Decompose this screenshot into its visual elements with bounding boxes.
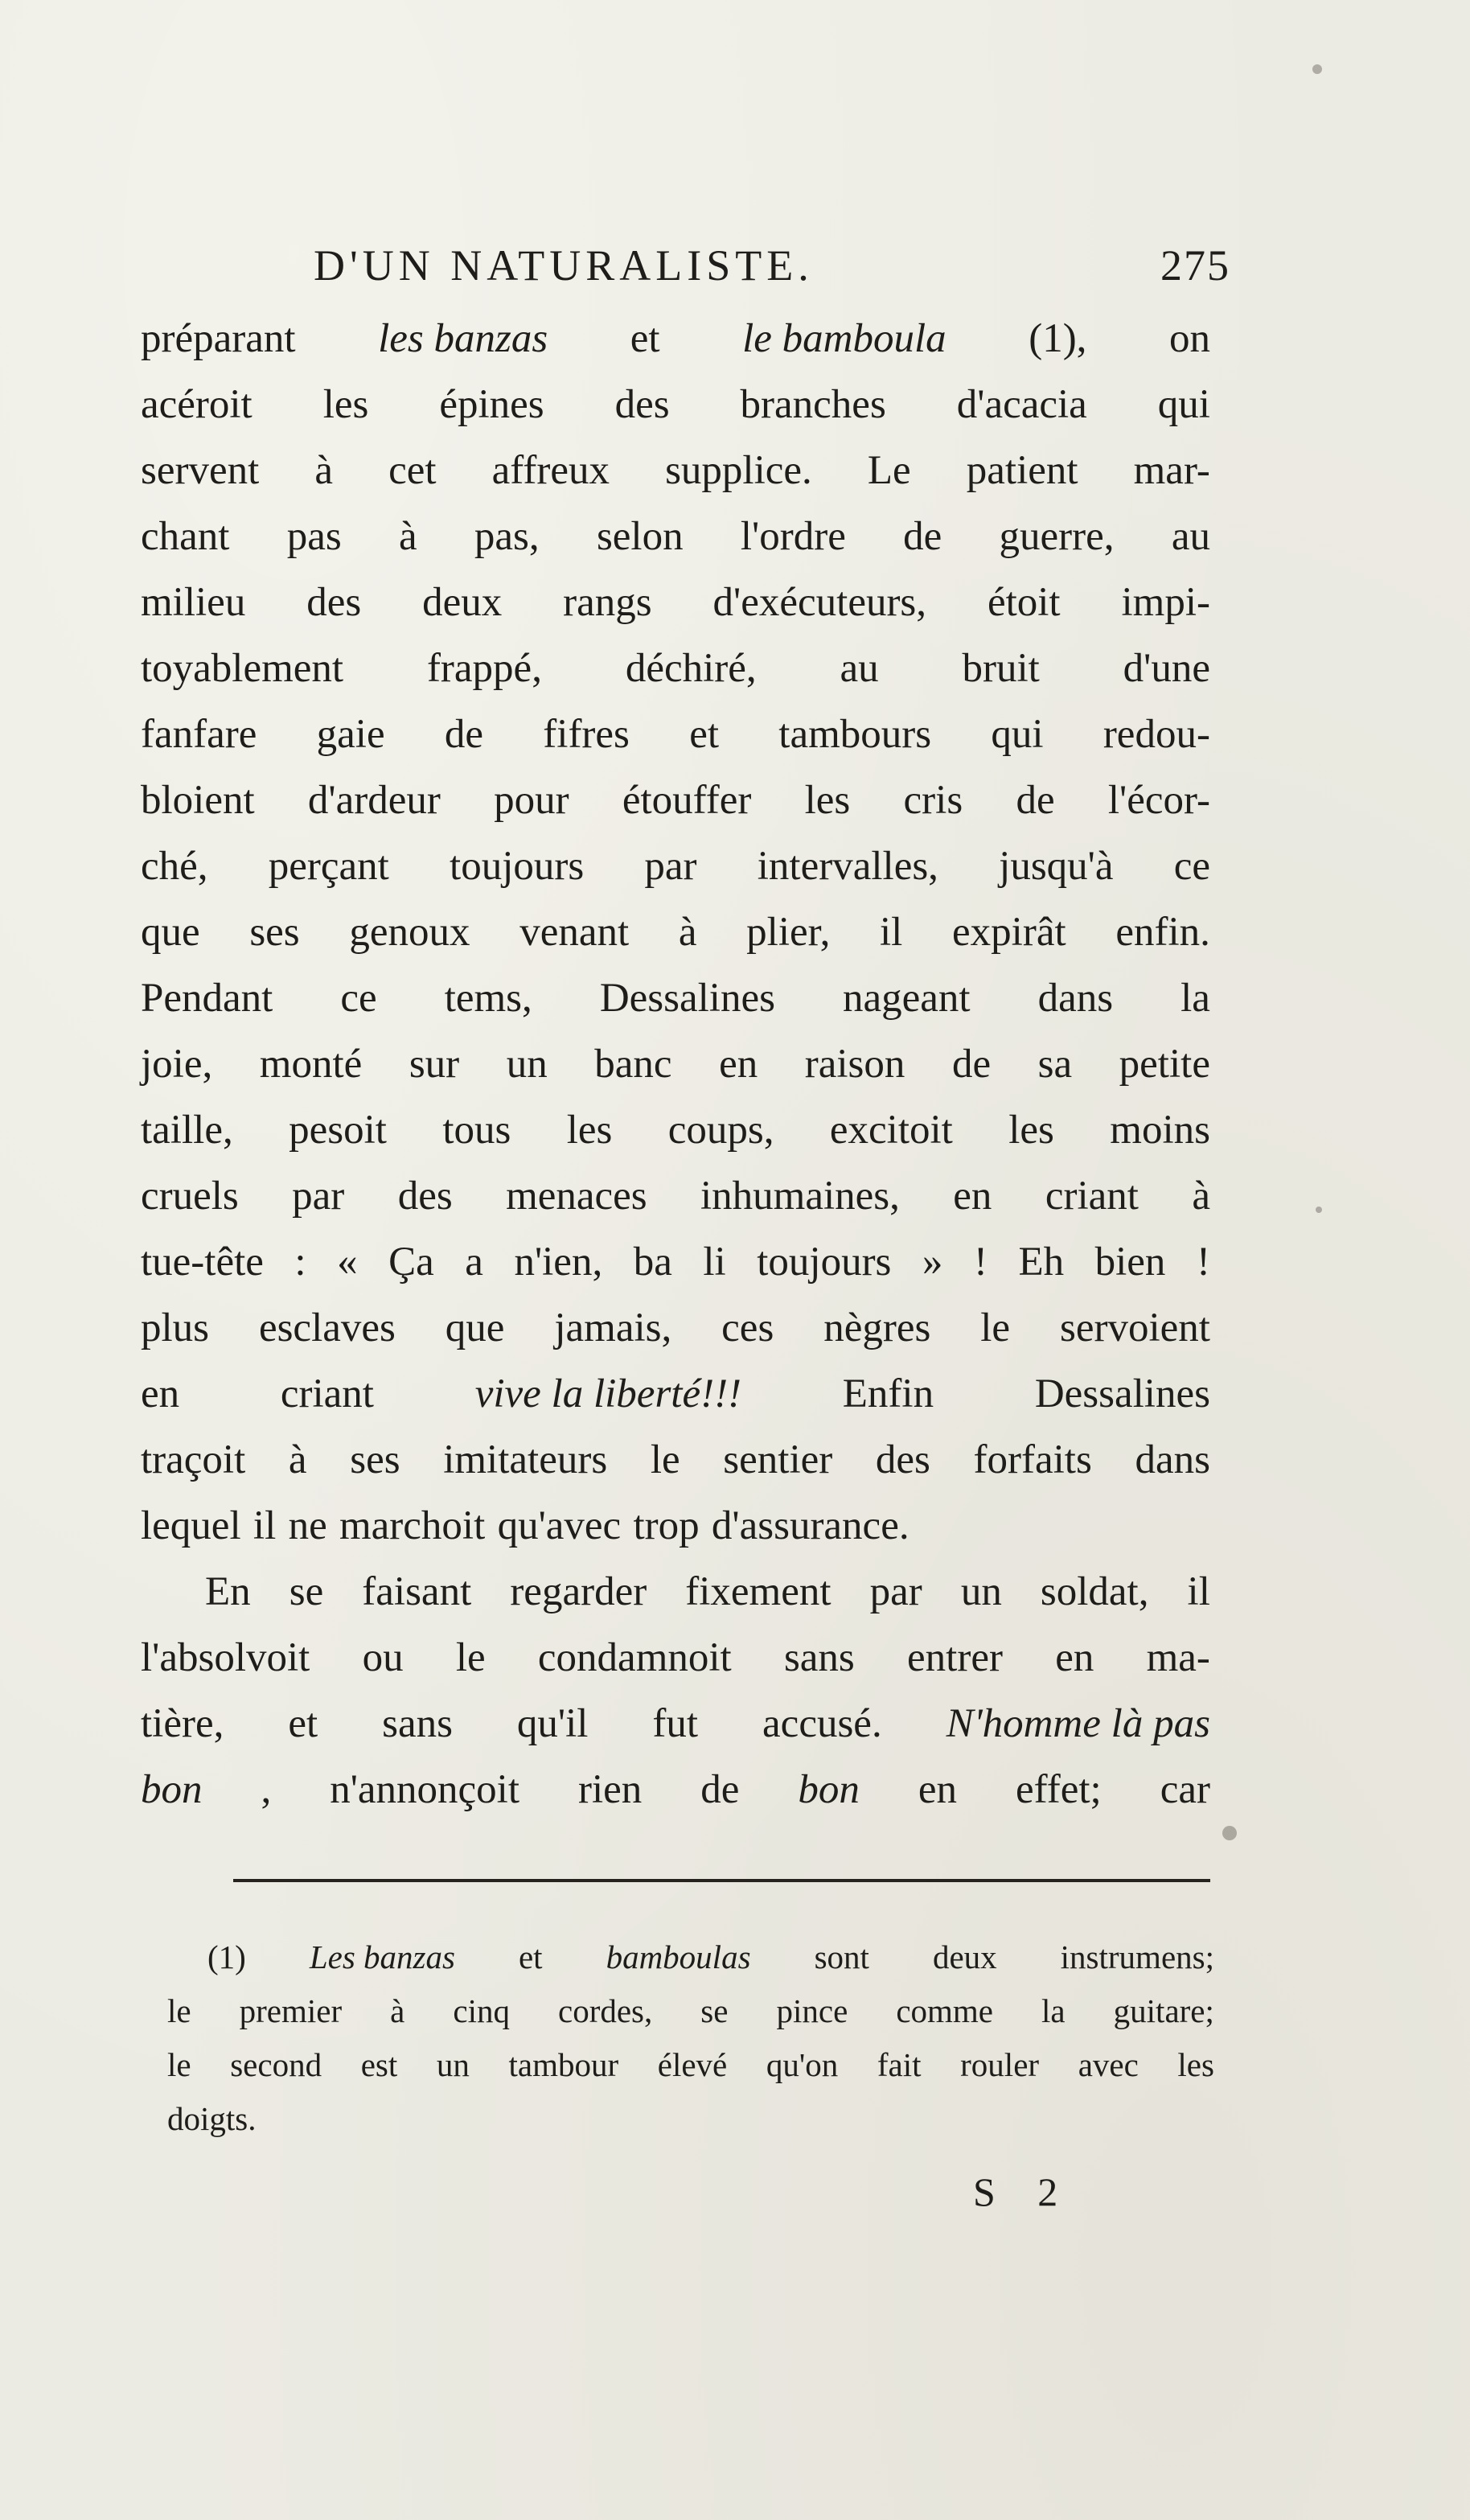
text-line: Pendant ce tems, Dessalines nageant dans la	[141, 976, 1210, 1021]
text-line: tue-tête : « Ça a n'ien, ba li toujours » ! Eh bien !	[141, 1239, 1210, 1285]
paper-speck	[1316, 1207, 1322, 1213]
footnote-line: le second est un tambour élevé qu'on fait rouler avec les	[167, 2046, 1214, 2083]
footnote-line: le premier à cinq cordes, se pince comme la guitare;	[167, 1992, 1214, 2029]
text-line: bloient d'ardeur pour étouffer les cris de l'écor-	[141, 778, 1210, 823]
text-line: l'absolvoit ou le condamnoit sans entrer en ma-	[141, 1635, 1210, 1680]
text-line: bon , n'annonçoit rien de bon en effet; car	[141, 1767, 1210, 1812]
running-title: D'UN NATURALISTE.	[314, 241, 814, 290]
text-line: lequel il ne marchoit qu'avec trop d'assurance.	[141, 1503, 910, 1548]
text-line: ché, perçant toujours par intervalles, jusqu'à ce	[141, 844, 1210, 889]
paper-speck	[1222, 1826, 1237, 1840]
text-line: servent à cet affreux supplice. Le patient mar-	[141, 448, 1210, 493]
text-line: préparant les banzas et le bamboula (1), on	[141, 316, 1210, 361]
text-line: traçoit à ses imitateurs le sentier des forfaits dans	[141, 1437, 1210, 1482]
text-line: joie, monté sur un banc en raison de sa petite	[141, 1042, 1210, 1087]
text-line: en criant vive la liberté!!! Enfin Dessalines	[141, 1371, 1210, 1416]
text-line: cruels par des menaces inhumaines, en criant à	[141, 1174, 1210, 1219]
text-line: plus esclaves que jamais, ces nègres le servoient	[141, 1305, 1210, 1350]
text-line: que ses genoux venant à plier, il expirât enfin.	[141, 910, 1210, 955]
text-line: fanfare gaie de fifres et tambours qui redou-	[141, 712, 1210, 757]
text-line: milieu des deux rangs d'exécuteurs, étoit impi-	[141, 580, 1210, 625]
text-line: chant pas à pas, selon l'ordre de guerre, au	[141, 514, 1210, 559]
text-line: acéroit les épines des branches d'acacia qui	[141, 382, 1210, 427]
body-text	[141, 306, 1210, 1823]
footnote-line: doigts.	[167, 2100, 257, 2137]
footnote-line: (1) Les banzas et bamboulas sont deux instrumens;	[207, 1938, 1214, 1975]
paper-speck	[1312, 64, 1322, 74]
page-number: 275	[1160, 241, 1230, 290]
text-line: toyablement frappé, déchiré, au bruit d'une	[141, 646, 1210, 691]
footnote-rule	[233, 1879, 1210, 1882]
running-head	[314, 233, 1230, 298]
text-line: tière, et sans qu'il fut accusé. N'homme là pas	[141, 1701, 1210, 1746]
signature-mark: S 2	[973, 2169, 1074, 2214]
footnote	[167, 1930, 1214, 2146]
text-line: taille, pesoit tous les coups, excitoit les moins	[141, 1108, 1210, 1153]
text-line: En se faisant regarder fixement par un soldat, il	[205, 1569, 1210, 1614]
